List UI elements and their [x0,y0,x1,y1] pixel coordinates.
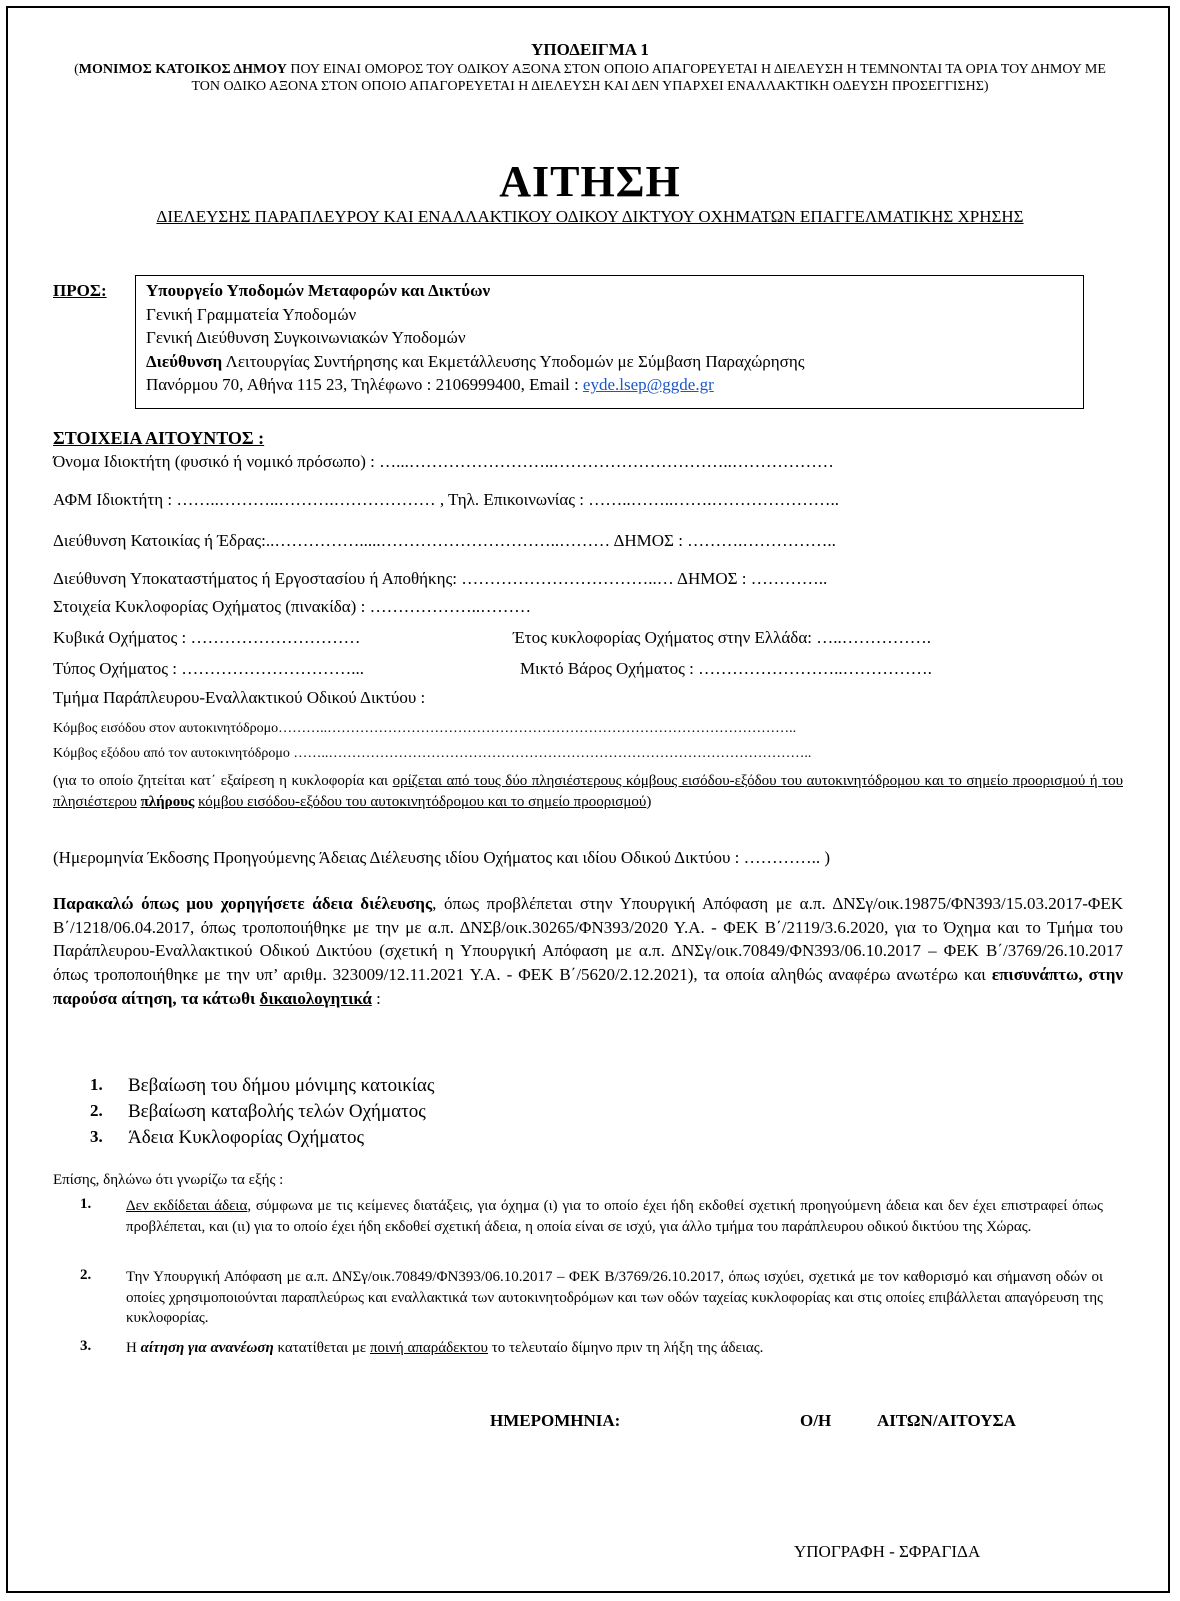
entry-node-field[interactable]: Κόμβος εισόδου στον αυτοκινητόδρομο………..……………………………………………………………………………………….. [53,721,797,736]
document-number: 1. [90,1075,103,1094]
document-item: Άδεια Κυκλοφορίας Οχήματος [128,1127,365,1148]
recipient-directorate: Διεύθυνση Λειτουργίας Συντήρησης και Εκμετάλλευσης Υποδομών με Σύμβαση Παραχώρησης [146,351,805,371]
page-title: ΑΙΤΗΣΗ [499,157,681,206]
network-section-label: Τμήμα Παράπλευρου-Εναλλακτικού Οδικού Δικτύου : [53,688,426,707]
header-note-bold: ΜΟΝΙΜΟΣ ΚΑΤΟΙΚΟΣ ΔΗΜΟΥ [78,62,287,77]
plate-field[interactable]: Στοιχεία Κυκλοφορίας Οχήματος (πινακίδα) : ………………..……… [53,597,532,616]
signature-stamp-label: ΥΠΟΓΡΑΦΗ - ΣΦΡΑΓΙΔΑ [794,1542,981,1561]
cc-field[interactable]: Κυβικά Οχήματος : ………………………… [53,628,361,647]
recipient-contact: Πανόρμου 70, Αθήνα 115 23, Τηλέφωνο : 2106999400, Email : eyde.lsep@ggde.gr [146,375,714,395]
previous-permit-date-field[interactable]: (Ημερομηνία Έκδοσης Προηγούμενης Άδειας Διέλευσης ιδίου Οχήματος και ιδίου Οδικού Δικτύου : ………….. ) [53,848,831,867]
recipient-secretariat: Γενική Γραμματεία Υποδομών [146,304,357,324]
document-item: Βεβαίωση καταβολής τελών Οχήματος [128,1101,426,1122]
declaration-item: Η αίτηση για ανανέωση κατατίθεται με ποινή απαράδεκτου το τελευταίο δίμηνο πριν τη λήξη της άδειας. [126,1340,764,1356]
declaration-number: 1. [80,1196,92,1212]
gross-weight-field[interactable]: Μικτό Βάρος Οχήματος : ……………………..……………. [520,659,932,678]
declaration-intro: Επίσης, δηλώνω ότι γνωρίζω τα εξής : [53,1172,284,1188]
declaration-item: Δεν εκδίδεται άδεια, σύμφωνα με τις κείμενες διατάξεις, για όχημα (ι) για το οποίο έχει ήδη εκδοθεί σχετική προηγούμενη άδεια και δεν έχει επιστραφεί όπως προβλέπεται, και (ιι) για το οποίο έχει ήδη εκδοθεί σχετική άδεια, η οποία είναι σε ισχύ, για άλλο τμήμα του παράπλευρου οδικού δικτύου της Χώρας. [126,1198,1103,1235]
header-note-text: ΠΟΥ ΕΙΝΑΙ ΟΜΟΡΟΣ ΤΟΥ ΟΔΙΚΟΥ ΑΞΟΝΑ ΣΤΟΝ ΟΠΟΙΟ ΑΠΑΓΟΡΕΥΕΤΑΙ Η ΔΙΕΛΕΥΣΗ Η ΤΕΜΝΟΝΤΑΙ ΤΑ ΟΡΙΑ ΤΟΥ ΔΗΜΟΥ ΜΕ ΤΟΝ ΟΔΙΚΟ ΑΞΟΝΑ ΣΤΟΝ ΟΠΟΙΟ ΑΠΑΓΟΡΕΥΕΤΑΙ Η ΔΙΕΛΕΥΣΗ ΚΑΙ ΔΕΝ ΥΠΑΡΧΕΙ ΕΝΑΛΛΑΚΤΙΚΗ ΟΔΕΥΣΗ ΠΡΟΣΕΓΓΙΣΗΣ [191,62,1106,94]
form-template-title: ΥΠΟΔΕΙΓΜΑ 1 [531,40,649,59]
node-note: (για το οποίο ζητείται κατ΄ εξαίρεση η κυκλοφορία και ορίζεται από τους δύο πλησιέστερους κόμβους εισόδου-εξόδου του αυτοκινητόδρομου και το σημείο προορισμού ή του πλησιέστερου πλήρους κόμβου εισόδου-εξόδου του αυτοκινητόδρομου και το σημείο προορισμού) [53,773,1124,810]
page-subtitle: ΔΙΕΛΕΥΣΗΣ ΠΑΡΑΠΛΕΥΡΟΥ ΚΑΙ ΕΝΑΛΛΑΚΤΙΚΟΥ ΟΔΙΚΟΥ ΔΙΚΤΥΟΥ ΟΧΗΜΑΤΩΝ ΕΠΑΓΓΕΛΜΑΤΙΚΗΣ ΧΡΗΣΗΣ [156,207,1024,226]
applicant-heading: ΣΤΟΙΧΕΙΑ ΑΙΤΟΥΝΤΟΣ : [53,428,265,448]
vehicle-type-field[interactable]: Τύπος Οχήματος : …………………………... [53,659,365,678]
recipient-directorate-general: Γενική Διεύθυνση Συγκοινωνιακών Υποδομών [146,328,466,348]
oh-label: Ο/Η [800,1411,832,1430]
recipient-email-link[interactable]: eyde.lsep@ggde.gr [582,375,714,395]
date-label: ΗΜΕΡΟΜΗΝΙΑ: [490,1411,621,1430]
branch-address-field[interactable]: Διεύθυνση Υποκαταστήματος ή Εργοστασίου ή Αποθήκης: ……………………………..… ΔΗΜΟΣ : ………….. [53,569,828,588]
document-number: 3. [90,1127,103,1146]
declaration-number: 3. [80,1338,92,1354]
header-note: (ΜΟΝΙΜΟΣ ΚΑΤΟΙΚΟΣ ΔΗΜΟΥ ΠΟΥ ΕΙΝΑΙ ΟΜΟΡΟΣ ΤΟΥ ΟΔΙΚΟΥ ΑΞΟΝΑ ΣΤΟΝ ΟΠΟΙΟ ΑΠΑΓΟΡΕΥΕΤΑΙ Η ΔΙΕΛΕΥΣΗ Η ΤΕΜΝΟΝΤΑΙ ΤΑ ΟΡΙΑ ΤΟΥ ΔΗΜΟΥ ΜΕ ΤΟΝ ΟΔΙΚΟ ΑΞΟΝΑ ΣΤΟΝ ΟΠΟΙΟ ΑΠΑΓΟΡΕΥΕΤΑΙ Η ΔΙΕΛΕΥΣΗ ΚΑΙ ΔΕΝ ΥΠΑΡΧΕΙ ΕΝΑΛΛΑΚΤΙΚΗ ΟΔΕΥΣΗ ΠΡΟΣΕΓΓΙΣΗΣ) [74,62,1106,94]
afm-phone-field[interactable]: ΑΦΜ Ιδιοκτήτη : ……..………..……….……………… , Τηλ. Επικοινωνίας : ……..……..…….………………….. [53,490,839,509]
owner-name-field[interactable]: Όνομα Ιδιοκτήτη (φυσικό ή νομικό πρόσωπο) : …...……………………..…………………………..……………… [53,452,834,471]
applicant-signature-label: ΑΙΤΩΝ/ΑΙΤΟΥΣΑ [877,1411,1016,1430]
exit-node-field[interactable]: Κόμβος εξόδου από τον αυτοκινητόδρομο ……..………………………………………………………………………………………….. [53,746,812,761]
declaration-item: Την Υπουργική Απόφαση με α.π. ΔΝΣγ/οικ.70849/ΦΝ393/06.10.2017 – ΦΕΚ Β/3769/26.10.2017, όπως ισχύει, σχετικά με τον καθορισμό και σήμανση οδών οι οποίες χρησιμοποιούνται παραπλεύρως και εναλλακτικά των αυτοκινητοδρόμων και των οδών ταχείας κυκλοφορίας και στις οποίες επιβάλλεται απαγόρευση της κυκλοφορίας. [126,1269,1103,1327]
declaration-number: 2. [80,1267,92,1283]
recipient-ministry: Υπουργείο Υποδομών Μεταφορών και Δικτύων [146,281,491,300]
residence-address-field[interactable]: Διεύθυνση Κατοικίας ή Έδρας:..…………….....…………………………..……… ΔΗΜΟΣ : ……….…………….. [53,531,836,550]
registration-year-field[interactable]: Έτος κυκλοφορίας Οχήματος στην Ελλάδα: …..……………. [513,628,931,647]
document-number: 2. [90,1101,103,1120]
request-paragraph: Παρακαλώ όπως μου χορηγήσετε άδεια διέλευσης, όπως προβλέπεται στην Υπουργική Απόφαση με α.π. ΔΝΣγ/οικ.19875/ΦΝ393/15.03.2017-ΦΕΚ Β΄/1218/06.04.2017, όπως τροποποιήθηκε με την με α.π. ΔΝΣβ/οικ.30265/ΦΝ393/2020 Υ.Α. - ΦΕΚ Β΄/2119/3.6.2020, για το Όχημα και το Τμήμα του Παράπλευρου-Εναλλακτικού Οδικού Δικτύου (σχετική η Υπουργική Απόφαση με α.π. ΔΝΣγ/οικ.70849/ΦΝ393/06.10.2017 – ΦΕΚ Β΄/3769/26.10.2017 όπως τροποποιήθηκε με την υπ’ αριθμ. 323009/12.11.2021 Υ.Α. - ΦΕΚ Β΄/5620/2.12.2021), τα οποία αληθώς αναφέρω ανωτέρω και επισυνάπτω, στην παρούσα αίτηση, τα κάτωθι δικαιολογητικά : [53,894,1123,1008]
document-item: Βεβαίωση του δήμου μόνιμης κατοικίας [128,1075,435,1096]
recipient-box [135,275,1084,409]
recipient-label: ΠΡΟΣ: [53,281,107,300]
